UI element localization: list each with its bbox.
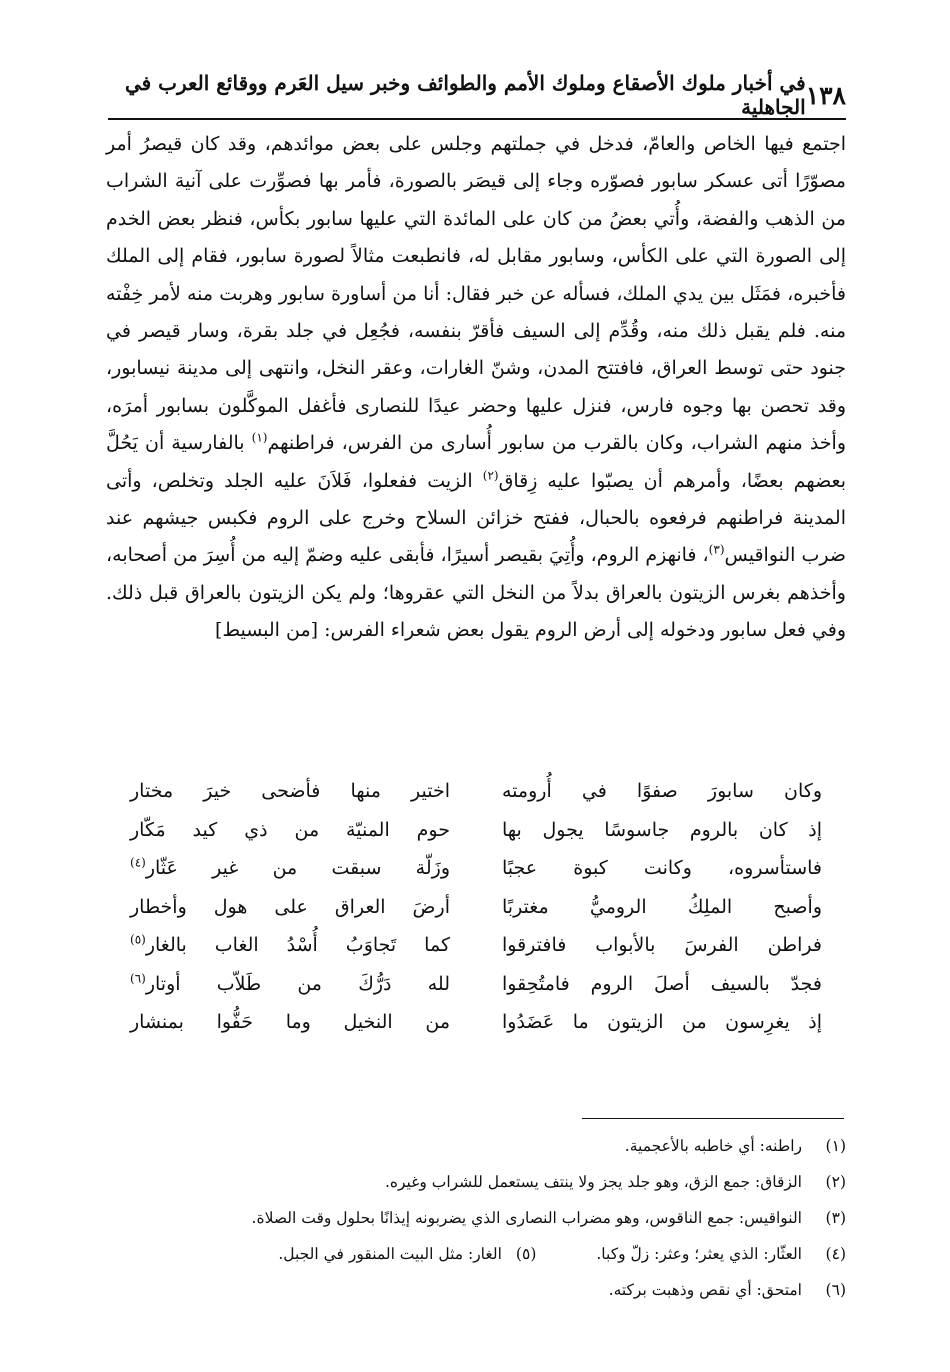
poem (130, 772, 822, 1042)
footnote-mark-5[interactable]: (٥) (130, 932, 146, 947)
footnote (106, 1272, 846, 1308)
poem-line (130, 1003, 822, 1042)
poem-second-hemistich: من النخيل وما حَفُّوا بمنشار (130, 1011, 450, 1034)
page-number: ١٣٨ (805, 80, 846, 110)
footnote (106, 1236, 846, 1272)
main-text (106, 126, 846, 650)
hemistich-text: وزَلّة سبقت من غير عَثّار (145, 857, 450, 880)
poem-second-hemistich (130, 857, 450, 879)
footnote-text: العثّار: الذي يعثر؛ وعثر: زلّ وكبا. (596, 1245, 802, 1263)
footnote-text: راطنه: أي خاطبه بالأعجمية. (624, 1137, 802, 1155)
footnote-number: (٤) (825, 1245, 846, 1263)
footnote-number: (٢) (825, 1173, 846, 1191)
poem-line (130, 965, 822, 1004)
paragraph-part-b: بالفارسية أن يَحُلَّ بعضهم بعضًا، وأمرهم أن يصبّوا عليه زِقاق (106, 432, 846, 492)
footnotes (106, 1128, 846, 1308)
footnote-text: الغار: مثل البيت المنقور في الجبل. (278, 1245, 502, 1263)
poem-line (130, 888, 822, 927)
poem-first-hemistich: فجدّ بالسيف أصلَ الروم فامتُحِقوا (502, 972, 822, 995)
poem-line (130, 811, 822, 850)
poem-second-hemistich (130, 934, 450, 956)
footnote-text: الزقاق: جمع الزق، وهو جلد يجز ولا ينتف يستعمل للشراب وغيره. (384, 1173, 802, 1191)
footnote-text: امتحق: أي نقص وذهبت بركته. (608, 1281, 802, 1299)
poem-line (130, 926, 822, 965)
poem-first-hemistich: إذ كان بالروم جاسوسًا يجول بها (502, 818, 822, 841)
page-header (108, 72, 846, 120)
hemistich-text: لله دَرُّكَ من طَلاّب أوتار (145, 972, 450, 995)
body-paragraph (106, 126, 846, 650)
poem-line (130, 772, 822, 811)
poem-first-hemistich: فاستأسروه، وكانت كبوة عجبًا (502, 857, 822, 880)
hemistich-text: كما تَجاوَبُ أُسْدُ الغاب بالغار (145, 934, 450, 957)
footnote (106, 1200, 846, 1236)
paragraph-part-d: ، فانهزم الروم، وأُتِيَ بقيصر أسيرًا، فأبقى عليه وضمّ إليه من أُسِرَ من أصحابه، وأخذهم بغرس الزيتون بالعراق بدلاً من النخل التي عقروها؛ ولم يكن الزيتون بالعراق قبل ذلك. وفي فعل سابور ودخوله إلى أرض الروم يقول بعض شعراء الفرس: [من البسيط] (106, 544, 846, 642)
poem-second-hemistich: اختير منها فأضحى خيرَ مختار (130, 780, 450, 803)
poem-second-hemistich: حوم المنيّة من ذي كيد مَكّار (130, 818, 450, 841)
paragraph-part-c: الزيت ففعلوا، فَلاَنَ عليه الجلد وتخلص، وأتى المدينة فراطنهم فرفعوه بالحبال، ففتح خزائن السلاح وخرج على الروم فكبس جيشهم عند ضرب النواقيس (106, 469, 846, 567)
footnote-number: (٣) (825, 1209, 846, 1227)
footnote-mark-6[interactable]: (٦) (130, 971, 146, 986)
footnote-number: (١) (825, 1137, 846, 1155)
paragraph-part-a: اجتمع فيها الخاص والعامّ، فدخل في جملتهم وجلس على بعض موائدهم، وقد كان قيصرُ أمر مصوّرًا أتى عسكر سابور فصوّره وجاء إلى قيصَر بالصورة، فأمر بها فصوِّرت على آنية الشراب من الذهب والفضة، وأُتي بعضُ من كان على المائدة التي عليها سابور بكأس، فنظر بعض الخدم إلى الصورة التي على الكأس، وسابور مقابل له، فانطبعت مثالاً لصورة سابور، فقام إلى الملك فأخبره، فمَثَل بين يدي الملك، فسأله عن خبر فقال: أنا من أساورة سابور وهربت منه لأمر خِفْته منه. فلم يقبل ذلك منه، وقُدِّم إلى السيف فأقرّ بنفسه، فجُعِل في جلد بقرة، وسار قيصر في جنود حتى توسط العراق، فافتتح المدن، وشنّ الغارات، وعقر النخل، وانتهى إلى مدينة نيسابور، وقد تحصن بها وجوه فارس، فنزل عليها وحضر عيدًا للنصارى فأغفل الموكَّلون بسابور أمرَه، وأخذ منهم الشراب، وكان بالقرب من سابور أُسارى من الفرس، فراطنهم (106, 133, 846, 455)
running-title: في أخبار ملوك الأصقاع وملوك الأمم والطوائف وخبر سيل العَرم ووقائع العرب في الجاهلية (124, 71, 806, 119)
poem-second-hemistich (130, 973, 450, 995)
poem-first-hemistich: إذ يغرِسون من الزيتون ما عَضَدُوا (502, 1011, 822, 1034)
poem-second-hemistich: أرضَ العراق على هول وأخطار (130, 895, 450, 918)
footnote-mark-2[interactable]: (٢) (482, 468, 499, 483)
footnote-number: (٦) (825, 1281, 846, 1299)
poem-line (130, 849, 822, 888)
footnote-mark-1[interactable]: (١) (251, 430, 268, 445)
footnote-mark-4[interactable]: (٤) (130, 855, 146, 870)
footnote-number: (٥) (515, 1245, 537, 1263)
footnote-text: النواقيس: جمع الناقوس، وهو مضراب النصارى الذي يضربونه إيذانًا بحلول وقت الصلاة. (251, 1209, 802, 1227)
footnote-divider (582, 1118, 844, 1119)
poem-first-hemistich: فراطن الفرسَ بالأبواب فافترقوا (502, 934, 822, 957)
poem-first-hemistich: وكان سابورَ صفوًا في أُرومته (502, 780, 822, 803)
poem-first-hemistich: وأصبح الملِكُ الروميُّ مغتربًا (502, 895, 822, 918)
footnote-mark-3[interactable]: (٣) (708, 543, 725, 558)
footnote (106, 1164, 846, 1200)
footnote (106, 1128, 846, 1164)
